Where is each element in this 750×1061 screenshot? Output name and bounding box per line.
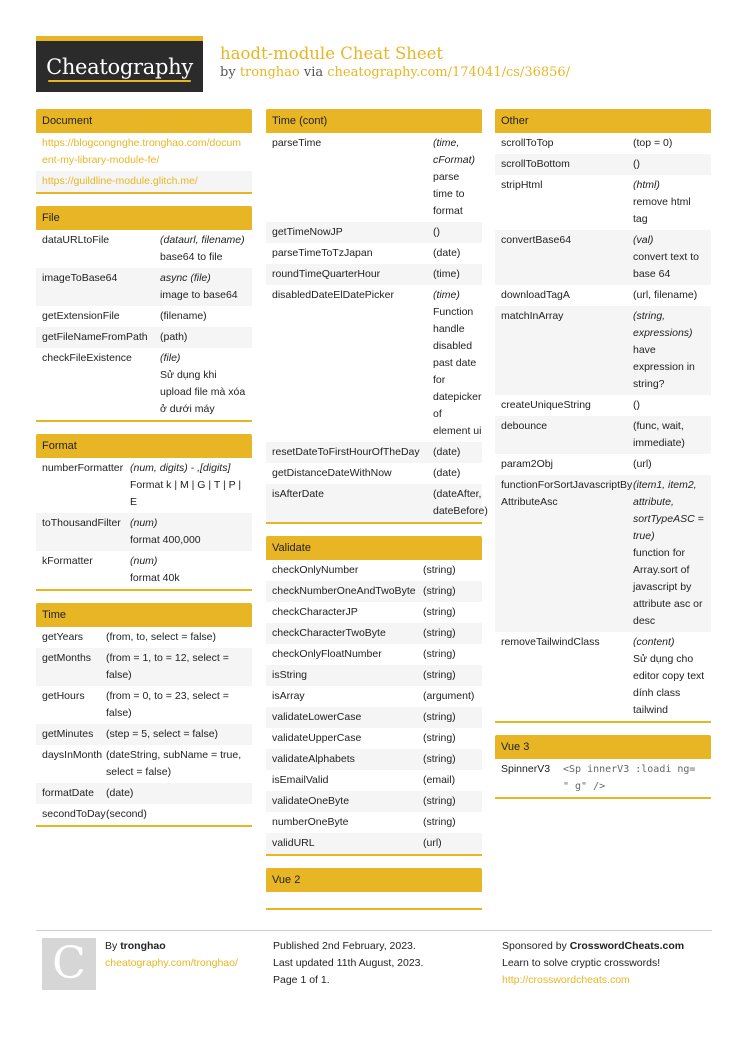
row-description: (string)	[423, 627, 456, 639]
row-signature: async (file)	[160, 272, 211, 284]
row-key: functionForSortJavascriptByAttributeAsc	[501, 479, 633, 508]
table-row	[36, 686, 252, 724]
by-label: by	[220, 65, 236, 80]
row-description: (date)	[433, 247, 461, 259]
table-row	[495, 175, 711, 230]
row-description: ()	[633, 399, 640, 411]
row-key: validateAlphabets	[272, 753, 355, 765]
table-row	[266, 833, 482, 854]
row-key: getFileNameFromPath	[42, 331, 148, 343]
row-value	[633, 456, 705, 473]
row-value	[633, 418, 705, 452]
section-title: Format	[36, 434, 252, 458]
row-key: checkCharacterTwoByte	[272, 627, 386, 639]
table-row	[495, 632, 711, 721]
table-row	[266, 484, 488, 522]
table-row	[266, 243, 482, 264]
row-description: (date)	[106, 787, 134, 799]
row-description: (email)	[423, 774, 456, 786]
cheatography-logo[interactable]	[36, 36, 203, 92]
row-description: (second)	[106, 808, 147, 820]
row-value	[433, 266, 476, 283]
table-row	[266, 222, 482, 243]
row-key: checkFileExistence	[42, 352, 132, 364]
table-row	[266, 623, 482, 644]
row-value	[160, 308, 246, 325]
avatar-letter: C	[52, 938, 86, 989]
time-cont-rows	[266, 133, 488, 522]
row-signature: (val)	[633, 234, 654, 246]
row-key: roundTimeQuarterHour	[272, 268, 381, 280]
row-key: disabledDateElDatePicker	[272, 289, 394, 301]
table-row	[266, 770, 482, 791]
section-document	[36, 109, 252, 194]
row-description: Format k | M | G | T | P | E	[130, 479, 242, 508]
row-description: convert text to base 64	[633, 251, 699, 280]
row-description: base64 to file	[160, 251, 223, 263]
row-signature: (html)	[633, 179, 660, 191]
other-rows	[495, 133, 711, 721]
table-row	[495, 230, 711, 285]
row-description: (path)	[160, 331, 188, 343]
row-value	[106, 806, 246, 823]
table-row	[495, 759, 711, 797]
table-row	[36, 551, 252, 589]
row-value	[633, 177, 705, 228]
logo-underline	[48, 80, 191, 82]
row-value	[130, 553, 246, 587]
page-number: Page 1 of 1.	[273, 974, 330, 986]
row-description: (dateString, subName = true, select = false)	[106, 749, 242, 778]
row-key: getExtensionFile	[42, 310, 120, 322]
row-description: (from = 0, to = 23, select = false)	[106, 690, 229, 719]
row-description: (string)	[423, 564, 456, 576]
row-signature: (time)	[433, 289, 460, 301]
table-row	[266, 285, 482, 442]
footer-sponsor	[502, 938, 684, 989]
row-description: (string)	[423, 795, 456, 807]
column-2	[266, 109, 488, 922]
row-description: <Sp innerV3 :loadi ng= " g" />	[563, 764, 696, 792]
row-value	[423, 646, 476, 663]
row-key: kFormatter	[42, 555, 93, 567]
row-key: isArray	[272, 690, 305, 702]
row-value	[633, 397, 705, 414]
row-value	[160, 329, 246, 346]
row-description: function for Array.sort of javascript by attribute asc or desc	[633, 547, 703, 627]
byline	[220, 65, 570, 80]
table-row	[266, 602, 482, 623]
table-row	[266, 560, 482, 581]
footer-author-link[interactable]: cheatography.com/tronghao/	[105, 957, 238, 969]
footer-author	[105, 938, 238, 972]
row-description: (filename)	[160, 310, 207, 322]
table-row	[36, 230, 252, 268]
row-description: (url)	[633, 458, 652, 470]
table-row	[266, 791, 482, 812]
row-description: format 40k	[130, 572, 180, 584]
row-description: (string)	[423, 606, 456, 618]
via-label: via	[303, 65, 324, 80]
row-description: (func, wait, immediate)	[633, 420, 685, 449]
row-key: checkOnlyNumber	[272, 564, 359, 576]
table-row	[266, 707, 482, 728]
row-key: isEmailValid	[272, 774, 329, 786]
row-key: formatDate	[42, 787, 94, 799]
row-description: Sử dụng khi upload file mà xóa ở dưới máy	[160, 369, 246, 415]
section-vue3	[495, 735, 711, 799]
author-avatar[interactable]	[42, 938, 96, 990]
row-description: ()	[633, 158, 640, 170]
table-row	[266, 133, 482, 222]
row-value	[106, 688, 246, 722]
column-3	[495, 109, 711, 811]
footer-by-label: By	[105, 940, 118, 952]
validate-rows	[266, 560, 482, 854]
row-value	[633, 287, 705, 304]
row-description: (from, to, select = false)	[106, 631, 216, 643]
row-value	[106, 629, 246, 646]
row-key: isAfterDate	[272, 488, 324, 500]
row-key: checkCharacterJP	[272, 606, 358, 618]
row-description: Sử dụng cho editor copy text dính class tailwind	[633, 653, 705, 716]
row-key: daysInMonth	[42, 749, 103, 761]
table-row	[266, 812, 482, 833]
row-value	[633, 308, 705, 393]
table-row	[36, 627, 252, 648]
section-file	[36, 206, 252, 422]
document-link-2[interactable]: https://guildline-module.glitch.me/	[36, 171, 252, 192]
section-format	[36, 434, 252, 591]
row-key: getHours	[42, 690, 85, 702]
row-signature: (num, digits) - ,[digits]	[130, 462, 231, 474]
row-signature: (file)	[160, 352, 181, 364]
table-row	[266, 665, 482, 686]
table-row	[495, 285, 711, 306]
table-row	[266, 442, 482, 463]
table-row	[266, 264, 482, 285]
updated-date: Last updated 11th August, 2023.	[273, 957, 424, 969]
row-key: convertBase64	[501, 234, 572, 246]
row-key: matchInArray	[501, 310, 564, 322]
sponsor-name[interactable]: CrosswordCheats.com	[569, 940, 685, 952]
section-other	[495, 109, 711, 723]
table-row	[495, 133, 711, 154]
row-key: getMinutes	[42, 728, 94, 740]
section-title: Time	[36, 603, 252, 627]
table-row	[36, 783, 252, 804]
row-key: scrollToTop	[501, 137, 554, 149]
sponsor-link[interactable]: http://crosswordcheats.com	[502, 974, 630, 986]
section-title: File	[36, 206, 252, 230]
row-description: (string)	[423, 816, 456, 828]
row-description: remove html tag	[633, 196, 691, 225]
section-title: Other	[495, 109, 711, 133]
row-description: (string)	[423, 711, 456, 723]
table-row	[36, 348, 252, 420]
section-title: Validate	[266, 536, 482, 560]
row-key: SpinnerV3	[501, 763, 551, 775]
row-signature: (item1, item2, attribute, sortTypeASC = true)	[633, 479, 704, 542]
row-value	[160, 350, 246, 418]
table-row	[36, 804, 252, 825]
section-title: Time (cont)	[266, 109, 482, 133]
row-value	[633, 156, 705, 173]
row-value	[433, 224, 476, 241]
row-value	[106, 747, 246, 781]
sponsor-tagline: Learn to solve cryptic crosswords!	[502, 957, 661, 969]
row-value	[423, 772, 476, 789]
document-link-1[interactable]: https://blogcongnghe.tronghao.com/document-my-library-module-fe/	[42, 137, 242, 166]
time-rows	[36, 627, 252, 825]
sponsored-label: Sponsored by	[502, 940, 567, 952]
row-description: (string)	[423, 585, 456, 597]
row-value	[563, 761, 705, 795]
row-description: (step = 5, select = false)	[106, 728, 219, 740]
row-value	[423, 562, 476, 579]
row-key: checkOnlyFloatNumber	[272, 648, 382, 660]
table-row	[266, 749, 482, 770]
table-row	[495, 395, 711, 416]
row-key: downloadTagA	[501, 289, 570, 301]
row-key: dataURLtoFile	[42, 234, 110, 246]
section-title: Vue 3	[495, 735, 711, 759]
row-description: (url)	[423, 837, 442, 849]
footer-author-name[interactable]: tronghao	[120, 940, 166, 952]
row-signature: (time, cFormat)	[433, 137, 475, 166]
row-key: validateUpperCase	[272, 732, 362, 744]
row-description: (url, filename)	[633, 289, 698, 301]
row-description: (string)	[423, 648, 456, 660]
row-key: getTimeNowJP	[272, 226, 343, 238]
section-vue2	[266, 868, 482, 910]
table-row	[36, 268, 252, 306]
table-row	[266, 686, 482, 707]
row-description: (top = 0)	[633, 137, 673, 149]
row-description: (string)	[423, 669, 456, 681]
table-row	[36, 306, 252, 327]
page-title: haodt-module Cheat Sheet	[220, 44, 444, 63]
row-description: image to base64	[160, 289, 238, 301]
row-signature: (num)	[130, 517, 158, 529]
table-row	[266, 728, 482, 749]
row-value	[423, 751, 476, 768]
table-row	[495, 475, 711, 632]
row-signature: (dataurl, filename)	[160, 234, 245, 246]
table-row	[36, 648, 252, 686]
logo-text: Cheatography	[46, 54, 193, 79]
row-signature: (num)	[130, 555, 158, 567]
table-row	[36, 724, 252, 745]
row-key: param2Obj	[501, 458, 553, 470]
row-value	[423, 604, 476, 621]
row-key: toThousandFilter	[42, 517, 121, 529]
row-description: (from = 1, to = 12, select = false)	[106, 652, 229, 681]
row-key: numberFormatter	[42, 462, 124, 474]
row-value	[633, 477, 705, 630]
row-value	[130, 460, 246, 511]
row-value	[433, 486, 488, 520]
row-value	[423, 793, 476, 810]
row-key: secondToDay	[42, 808, 106, 820]
footer-divider	[36, 930, 712, 931]
row-key: getMonths	[42, 652, 92, 664]
vue3-rows	[495, 759, 711, 797]
section-validate	[266, 536, 482, 856]
row-value	[106, 650, 246, 684]
published-date: Published 2nd February, 2023.	[273, 940, 416, 952]
row-key: parseTime	[272, 137, 322, 149]
row-value	[433, 135, 476, 220]
file-rows	[36, 230, 252, 420]
row-value	[423, 583, 476, 600]
row-value	[106, 726, 246, 743]
section-title: Document	[36, 109, 252, 133]
row-key: getYears	[42, 631, 84, 643]
row-signature: (content)	[633, 636, 675, 648]
row-value	[633, 634, 705, 719]
row-value	[423, 835, 476, 852]
row-key: createUniqueString	[501, 399, 591, 411]
row-value	[423, 625, 476, 642]
table-row	[266, 463, 482, 484]
row-key: resetDateToFirstHourOfTheDay	[272, 446, 420, 458]
row-description: (string)	[423, 753, 456, 765]
row-key: imageToBase64	[42, 272, 118, 284]
row-key: numberOneByte	[272, 816, 349, 828]
row-description: format 400,000	[130, 534, 201, 546]
row-description: ()	[433, 226, 440, 238]
row-key: getDistanceDateWithNow	[272, 467, 392, 479]
row-value	[423, 730, 476, 747]
row-description: have expression in string?	[633, 344, 695, 390]
table-row	[495, 154, 711, 175]
table-row	[266, 644, 482, 665]
row-value	[130, 515, 246, 549]
row-description: Function handle disabled past date for datepicker of element ui	[433, 306, 482, 437]
row-value	[106, 785, 246, 802]
sheet-url-link[interactable]: cheatography.com/174041/cs/36856/	[327, 65, 571, 80]
row-description: (dateAfter, dateBefore)	[433, 488, 488, 517]
row-value	[160, 232, 246, 266]
row-value	[433, 245, 476, 262]
author-link[interactable]: tronghao	[239, 65, 300, 80]
row-description: (argument)	[423, 690, 475, 702]
row-key: parseTimeToTzJapan	[272, 247, 373, 259]
row-key: isString	[272, 669, 308, 681]
row-key: validateLowerCase	[272, 711, 362, 723]
row-key: debounce	[501, 420, 548, 432]
table-row	[36, 327, 252, 348]
row-description: (date)	[433, 446, 461, 458]
row-key: removeTailwindClass	[501, 636, 600, 648]
row-key: validURL	[272, 837, 315, 849]
row-signature: (string, expressions)	[633, 310, 693, 339]
table-row	[36, 458, 252, 513]
table-row	[266, 581, 482, 602]
row-value	[433, 465, 476, 482]
table-row	[495, 416, 711, 454]
table-row	[495, 306, 711, 395]
row-key: checkNumberOneAndTwoByte	[272, 585, 416, 597]
row-key: scrollToBottom	[501, 158, 570, 170]
row-description: (time)	[433, 268, 460, 280]
row-key: stripHtml	[501, 179, 543, 191]
row-description: parse time to format	[433, 171, 465, 217]
column-1	[36, 109, 252, 839]
row-value	[160, 270, 246, 304]
table-row	[495, 454, 711, 475]
section-title: Vue 2	[266, 868, 482, 892]
row-value	[423, 709, 476, 726]
row-value	[633, 135, 705, 152]
section-time	[36, 603, 252, 827]
row-key: validateOneByte	[272, 795, 350, 807]
footer-dates	[273, 938, 423, 989]
section-time-cont	[266, 109, 488, 524]
table-row	[36, 513, 252, 551]
row-value	[423, 667, 476, 684]
row-description: (string)	[423, 732, 456, 744]
row-value	[633, 232, 705, 283]
row-value	[433, 287, 481, 440]
row-value	[423, 814, 476, 831]
row-description: (date)	[433, 467, 461, 479]
format-rows	[36, 458, 252, 589]
row-value	[433, 444, 476, 461]
table-row	[36, 745, 252, 783]
row-value	[423, 688, 476, 705]
vue2-empty-body	[266, 892, 482, 908]
